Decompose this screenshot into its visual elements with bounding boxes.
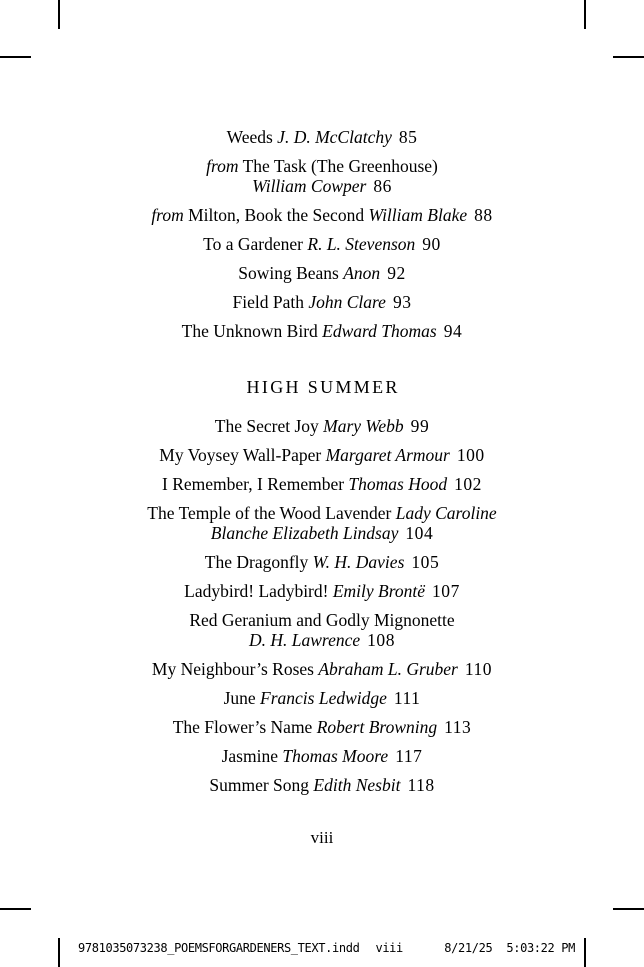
slug-filename: 9781035073238_POEMSFORGARDENERS_TEXT.indd [78, 941, 360, 955]
toc-entry-line [59, 156, 585, 176]
slug-right [444, 941, 575, 955]
crop-mark-top-right-horizontal [613, 56, 644, 58]
slug-page-ref: viii [375, 941, 403, 955]
toc-author: Thomas Moore [282, 746, 389, 766]
toc-entry-line [59, 416, 585, 436]
toc-title: Field Path [232, 292, 309, 312]
toc-author: Emily Brontë [332, 581, 426, 601]
toc-title: Ladybird! Ladybird! [184, 581, 333, 601]
toc-page-number: 110 [464, 659, 493, 679]
toc-entry [59, 292, 585, 312]
toc-page-number: 99 [410, 416, 430, 436]
toc-entry [59, 416, 585, 436]
toc-author: R. L. Stevenson [307, 234, 416, 254]
toc-author: William Blake [368, 205, 468, 225]
toc-entry-line [59, 746, 585, 766]
toc-entry [59, 474, 585, 494]
toc-title: I Remember, I Remember [162, 474, 349, 494]
toc-title: The Task (The Greenhouse) [238, 156, 438, 176]
toc-author: Robert Browning [316, 717, 438, 737]
crop-mark-top-left-horizontal [0, 56, 31, 58]
book-page-contents [59, 127, 585, 848]
toc-author: from [206, 156, 239, 176]
toc-page-number: 113 [444, 717, 472, 737]
toc-entries-high-summer [59, 416, 585, 795]
toc-author: from [151, 205, 184, 225]
toc-page-number: 102 [454, 474, 482, 494]
toc-entry-line [59, 659, 585, 679]
toc-entries-continuation [59, 127, 585, 341]
crop-mark-bottom-right-horizontal [613, 908, 644, 910]
toc-page-number: 100 [456, 445, 485, 465]
toc-author: Blanche Elizabeth Lindsay [210, 523, 399, 543]
toc-page-number: 117 [395, 746, 423, 766]
toc-title: June [223, 688, 261, 708]
toc-title: To a Gardener [203, 234, 308, 254]
toc-author: J. D. McClatchy [277, 127, 392, 147]
toc-page-number: 90 [422, 234, 441, 254]
toc-entry-line [59, 503, 585, 523]
toc-entry [59, 503, 585, 543]
slug-time: 5:03:22 PM [506, 941, 575, 955]
toc-page-number: 108 [367, 630, 395, 650]
toc-title: The Unknown Bird [181, 321, 323, 341]
crop-mark-bottom-left-vertical [58, 938, 60, 967]
slug-left [78, 941, 403, 955]
toc-title: Sowing Beans [238, 263, 344, 283]
toc-page-number: 107 [432, 581, 460, 601]
crop-mark-top-right-vertical [584, 0, 586, 29]
toc-page-number: 86 [373, 176, 392, 196]
page-folio: viii [310, 828, 334, 847]
toc-entry [59, 775, 585, 795]
toc-entry-line [59, 717, 585, 737]
toc-entry-line [59, 581, 585, 601]
toc-author: W. H. Davies [312, 552, 405, 572]
toc-author: Francis Ledwidge [260, 688, 387, 708]
toc-entry-line [59, 205, 585, 225]
crop-mark-bottom-right-vertical [584, 938, 586, 967]
toc-author: Mary Webb [323, 416, 404, 436]
print-slug [78, 941, 575, 955]
toc-page-number: 88 [474, 205, 493, 225]
toc-title: Red Geranium and Godly Mignonette [189, 610, 455, 630]
toc-title: Summer Song [209, 775, 314, 795]
toc-entry [59, 205, 585, 225]
toc-entry-line [59, 445, 585, 465]
toc-entry-line [59, 176, 585, 196]
toc-author: Thomas Hood [348, 474, 448, 494]
toc-author: Margaret Armour [325, 445, 450, 465]
toc-entry-line [59, 688, 585, 708]
toc-author: John Clare [308, 292, 386, 312]
toc-page-number: 92 [387, 263, 406, 283]
crop-mark-top-left-vertical [58, 0, 60, 29]
toc-page-number: 93 [392, 292, 412, 312]
toc-page-number: 111 [393, 688, 421, 708]
toc-title: The Dragonfly [204, 552, 313, 572]
toc-author: Lady Caroline [395, 503, 497, 523]
toc-author: D. H. Lawrence [249, 630, 361, 650]
toc-entry [59, 127, 585, 147]
toc-title: The Secret Joy [214, 416, 324, 436]
toc-entry-line [59, 321, 585, 341]
toc-entry-line [59, 775, 585, 795]
toc-entry [59, 717, 585, 737]
toc-entry [59, 263, 585, 283]
section-heading: HIGH SUMMER [246, 377, 400, 397]
crop-mark-bottom-left-horizontal [0, 908, 31, 910]
toc-entry-line [59, 552, 585, 572]
slug-date: 8/21/25 [444, 941, 493, 955]
toc-entry [59, 659, 585, 679]
toc-entry [59, 610, 585, 650]
toc-entry-line [59, 523, 585, 543]
toc-entry [59, 234, 585, 254]
toc-title: The Flower’s Name [172, 717, 317, 737]
toc-entry-line [59, 234, 585, 254]
toc-author: William Cowper [252, 176, 367, 196]
toc-entry [59, 581, 585, 601]
toc-page-number: 105 [411, 552, 440, 572]
toc-entry [59, 445, 585, 465]
toc-title: My Voysey Wall-Paper [159, 445, 326, 465]
toc-entry [59, 746, 585, 766]
toc-entry [59, 552, 585, 572]
toc-title: The Temple of the Wood Lavender [147, 503, 396, 523]
toc-title: My Neighbour’s Roses [151, 659, 319, 679]
toc-page-number: 85 [398, 127, 418, 147]
toc-entry-line [59, 630, 585, 650]
toc-author: Edith Nesbit [313, 775, 401, 795]
toc-entry-line [59, 263, 585, 283]
toc-author: Edward Thomas [322, 321, 437, 341]
toc-page-number: 118 [407, 775, 435, 795]
toc-author: Anon [343, 263, 381, 283]
toc-title: Milton, Book the Second [183, 205, 369, 225]
toc-title: Jasmine [221, 746, 283, 766]
toc-entry-line [59, 610, 585, 630]
toc-entry-line [59, 127, 585, 147]
toc-page-number: 94 [443, 321, 463, 341]
toc-entry-line [59, 292, 585, 312]
toc-entry-line [59, 474, 585, 494]
toc-entry [59, 156, 585, 196]
toc-title: Weeds [226, 127, 278, 147]
toc-entry [59, 321, 585, 341]
toc-entry [59, 688, 585, 708]
toc-author: Abraham L. Gruber [318, 659, 458, 679]
toc-page-number: 104 [405, 523, 434, 543]
